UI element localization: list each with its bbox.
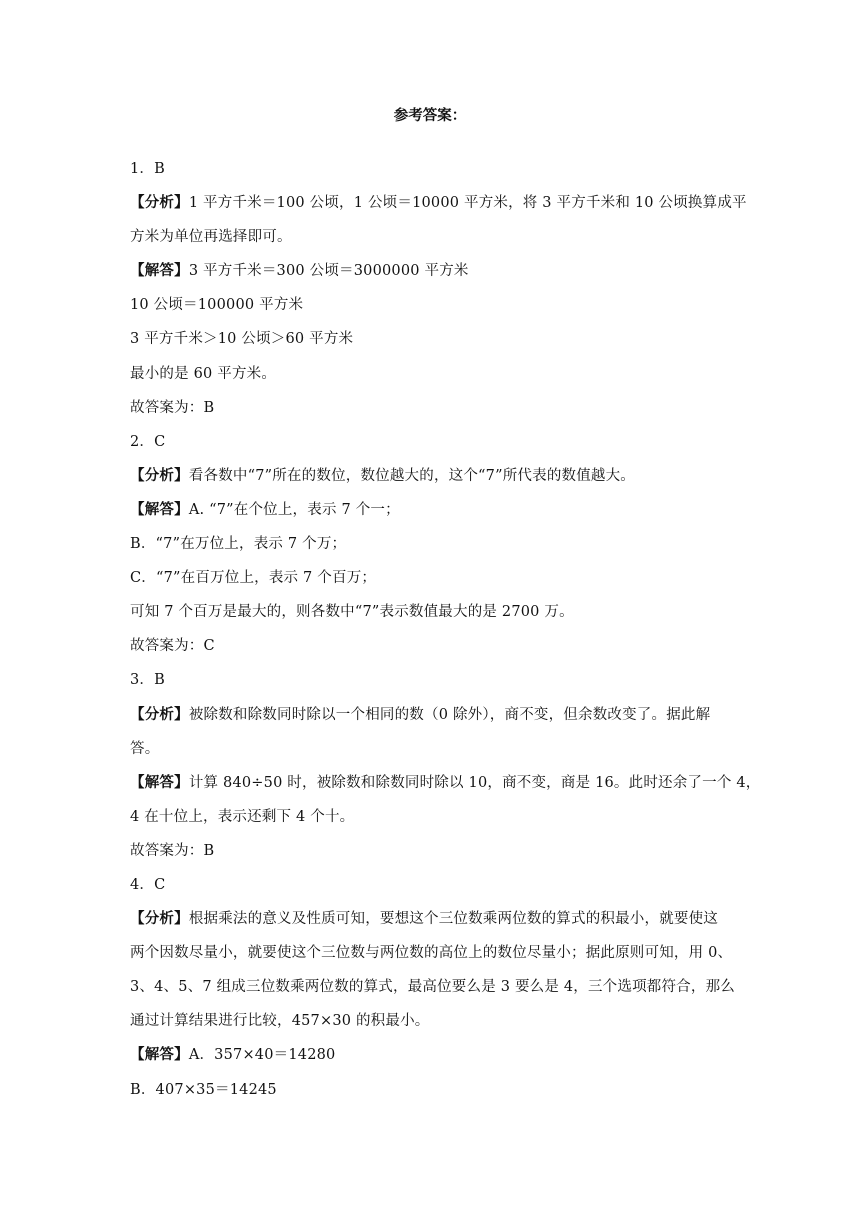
line-text: 最小的是 60 平方米。 [130, 365, 277, 382]
line-text: 故答案为：B [130, 399, 215, 416]
answer-line [130, 391, 730, 425]
answer-line [130, 970, 735, 1004]
answer-line [130, 663, 730, 697]
line-text: 计算 840÷50 时，被除数和除数同时除以 10，商不变，商是 16。此时还余了一个 4， [188, 774, 761, 791]
line-text: A．357×40＝14280 [188, 1047, 336, 1064]
page-title: 参考答案： [393, 107, 467, 124]
line-text: C．“7”在百万位上，表示 7 个百万； [130, 570, 377, 587]
line-text: 方米为单位再选择即可。 [130, 229, 292, 246]
line-text: A. “7”在个位上，表示 7 个一； [188, 501, 400, 518]
answer-line [130, 732, 730, 766]
line-text: 被除数和除数同时除以一个相同的数（0 除外），商不变，但余数改变了。据此解 [188, 706, 711, 723]
section-label: 【解答】 [130, 262, 189, 280]
line-text: 4 在十位上，表示还剩下 4 个十。 [130, 808, 355, 825]
answer-line [130, 595, 730, 629]
line-text: 看各数中“7”所在的数位，数位越大的，这个“7”所代表的数值越大。 [188, 467, 636, 484]
answer-line [130, 800, 730, 834]
section-label: 【解答】 [130, 1046, 189, 1064]
line-text: 3、4、5、7 组成三位数乘两位数的算式，最高位要么是 3 要么是 4，三个选项都符合，那么 [130, 979, 735, 996]
line-text: 通过计算结果进行比较，457×30 的积最小。 [130, 1013, 430, 1030]
answer-line [130, 527, 730, 561]
answer-line [130, 220, 730, 254]
answer-line [130, 425, 730, 459]
answer-line [130, 561, 730, 595]
section-label: 【分析】 [130, 705, 189, 723]
line-text: 1 平方千米＝100 公顷，1 公顷＝10000 平方米，将 3 平方千米和 10 公顷换算成平 [188, 195, 747, 212]
section-label: 【解答】 [130, 500, 189, 518]
answer-line [130, 186, 747, 220]
answer-line [130, 902, 730, 936]
line-text: 故答案为：C [130, 638, 215, 655]
section-label: 【解答】 [130, 773, 189, 791]
section-label: 【分析】 [130, 466, 189, 484]
line-text: 答。 [130, 740, 160, 757]
answer-line [130, 1004, 730, 1038]
answer-line [130, 766, 761, 800]
line-text: 故答案为：B [130, 842, 215, 859]
line-text: 4．C [130, 876, 166, 893]
section-label: 【分析】 [130, 194, 189, 212]
section-label: 【分析】 [130, 910, 189, 928]
answer-line [130, 459, 730, 493]
line-text: 3 平方千米＝300 公顷＝3000000 平方米 [188, 263, 469, 280]
answer-line [130, 834, 730, 868]
answer-line [130, 629, 730, 663]
answer-line [130, 1073, 730, 1107]
line-text: 可知 7 个百万是最大的，则各数中“7”表示数值最大的是 2700 万。 [130, 604, 574, 621]
line-text: 根据乘法的意义及性质可知，要想这个三位数乘两位数的算式的积最小，就要使这 [188, 911, 719, 928]
answer-line [130, 1038, 730, 1072]
line-text: 3．B [130, 672, 165, 689]
answer-line [130, 698, 730, 732]
answer-content [130, 152, 761, 1107]
answer-line [130, 357, 730, 391]
answer-line [130, 288, 730, 322]
line-text: B．“7”在万位上，表示 7 个万； [130, 536, 347, 553]
line-text: 2．C [130, 433, 166, 450]
line-text: 1．B [130, 161, 165, 177]
answer-line [130, 322, 730, 356]
answer-line [130, 254, 730, 288]
answer-line [130, 936, 733, 970]
line-text: 3 平方千米＞10 公顷＞60 平方米 [130, 331, 354, 348]
line-text: 两个因数尽量小，就要使这个三位数与两位数的高位上的数位尽量小；据此原则可知，用 0、 [130, 945, 733, 962]
answer-line [130, 152, 730, 186]
line-text: 10 公顷＝100000 平方米 [130, 297, 304, 314]
answer-line [130, 868, 730, 902]
answer-line [130, 493, 730, 527]
line-text: B．407×35＝14245 [130, 1081, 277, 1098]
